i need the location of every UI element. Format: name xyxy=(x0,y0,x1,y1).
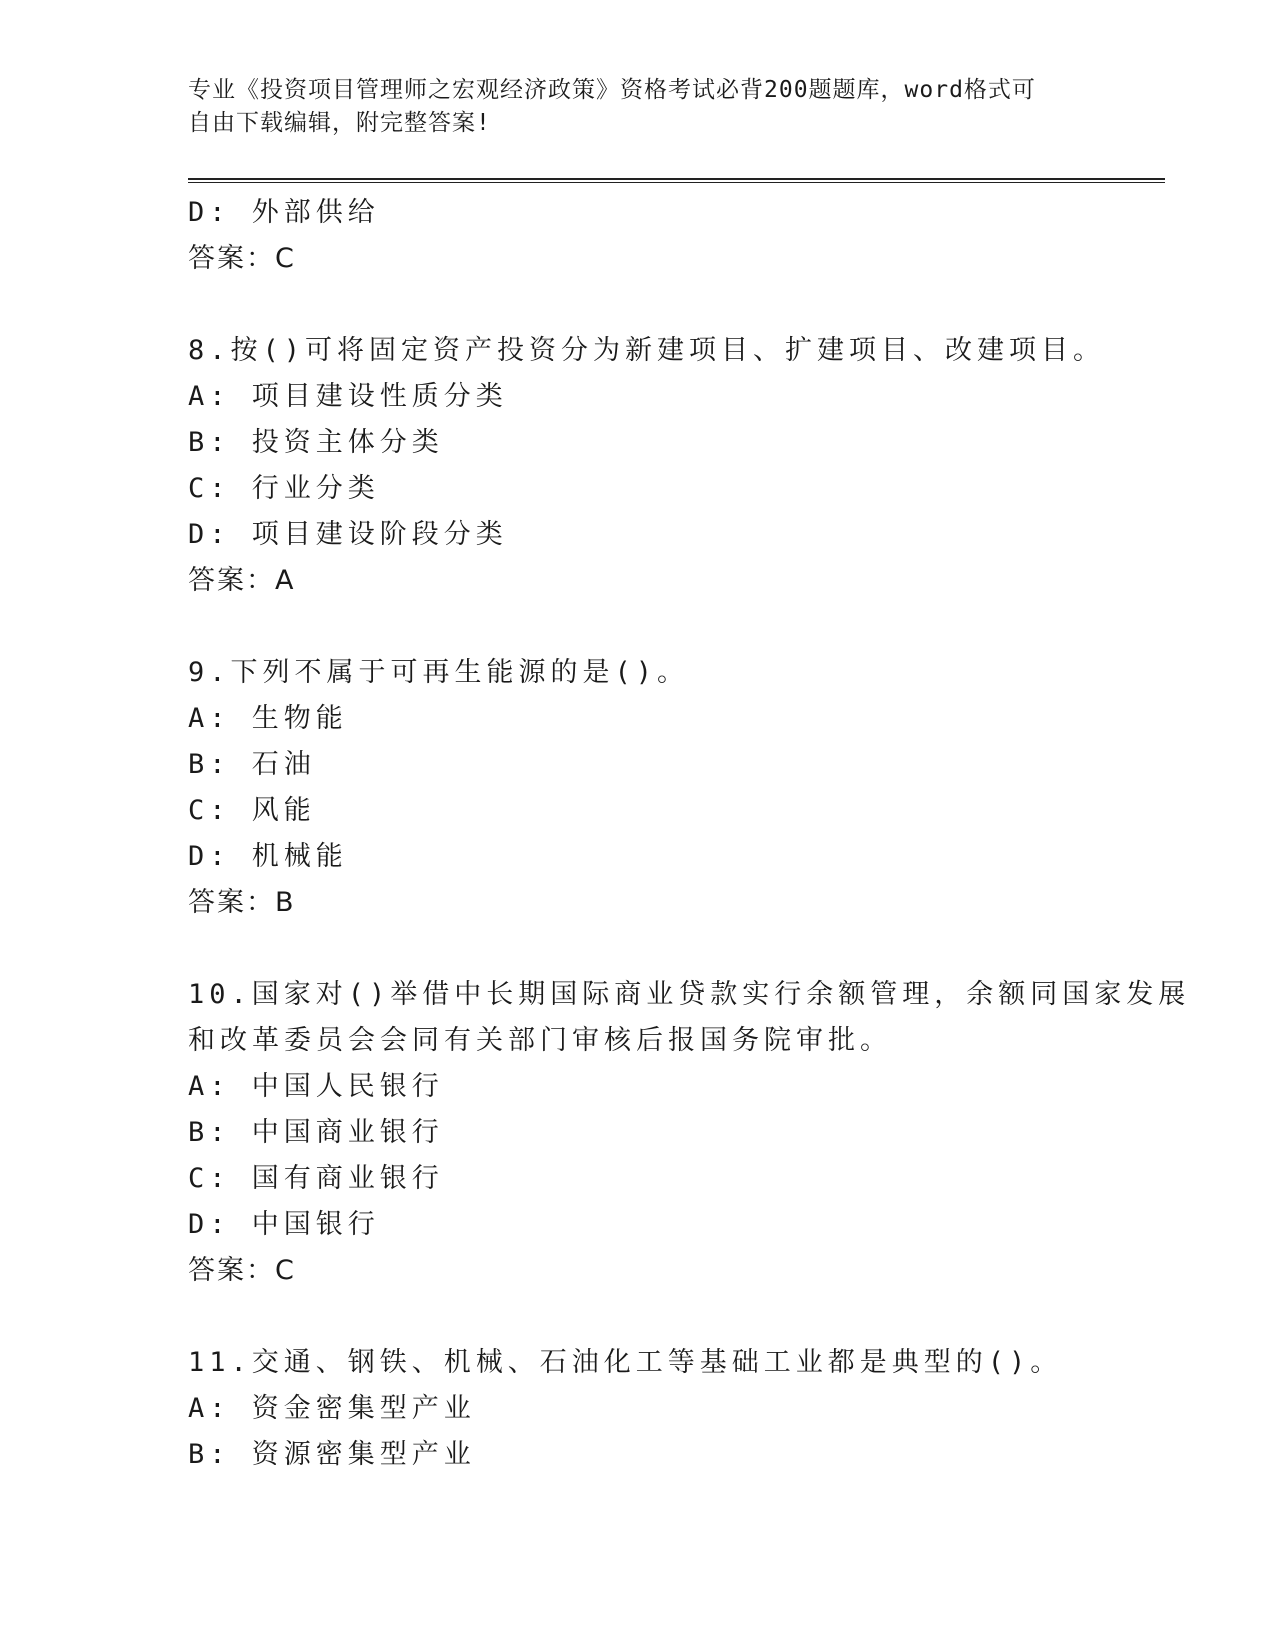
question-list xyxy=(188,190,1191,1478)
option-c: C: 行业分类 xyxy=(188,473,380,504)
question-11 xyxy=(188,1340,1168,1478)
option-d: D: 中国银行 xyxy=(188,1209,380,1240)
option-c: C: 国有商业银行 xyxy=(188,1163,444,1194)
option-d: D: 项目建设阶段分类 xyxy=(188,519,508,550)
document-header xyxy=(188,74,1088,140)
question-stem-line-2: 和改革委员会会同有关部门审核后报国务院审批。 xyxy=(188,1025,892,1056)
header-divider xyxy=(188,178,1165,183)
header-line-1: 专业《投资项目管理师之宏观经济政策》资格考试必背200题题库，word格式可 xyxy=(188,77,1036,103)
prev-option-d: D: 外部供给 xyxy=(188,197,380,228)
option-c: C: 风能 xyxy=(188,795,316,826)
option-a: A: 生物能 xyxy=(188,703,348,734)
question-stem-line-1: 10.国家对()举借中长期国际商业贷款实行余额管理，余额同国家发展 xyxy=(188,979,1191,1010)
question-stem: 11.交通、钢铁、机械、石油化工等基础工业都是典型的()。 xyxy=(188,1347,1063,1378)
option-a: A: 项目建设性质分类 xyxy=(188,381,508,412)
option-d: D: 机械能 xyxy=(188,841,348,872)
question-10 xyxy=(188,972,1191,1294)
answer: 答案：A xyxy=(188,565,296,596)
question-stem: 8.按()可将固定资产投资分为新建项目、扩建项目、改建项目。 xyxy=(188,335,1106,366)
option-b: B: 石油 xyxy=(188,749,316,780)
option-a: A: 中国人民银行 xyxy=(188,1071,444,1102)
header-line-2: 自由下载编辑，附完整答案! xyxy=(188,110,491,136)
question-stem: 9.下列不属于可再生能源的是()。 xyxy=(188,657,690,688)
question-9 xyxy=(188,650,1168,926)
question-8 xyxy=(188,328,1168,604)
option-b: B: 投资主体分类 xyxy=(188,427,444,458)
option-b: B: 中国商业银行 xyxy=(188,1117,444,1148)
prev-answer: 答案：C xyxy=(188,243,296,274)
option-b: B: 资源密集型产业 xyxy=(188,1439,476,1470)
answer: 答案：C xyxy=(188,1255,296,1286)
answer: 答案：B xyxy=(188,887,296,918)
option-a: A: 资金密集型产业 xyxy=(188,1393,476,1424)
